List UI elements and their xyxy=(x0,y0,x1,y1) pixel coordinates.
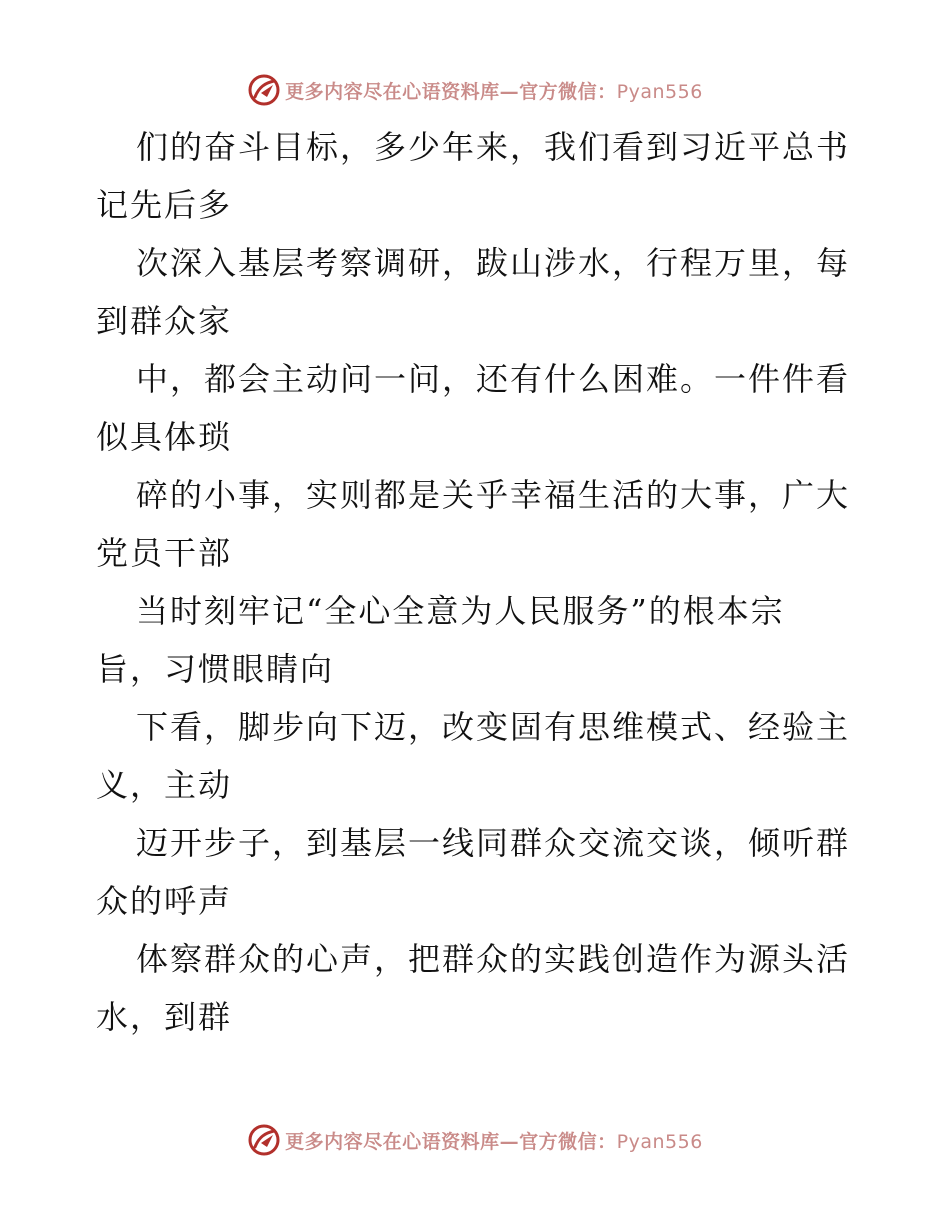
footer-watermark xyxy=(0,1122,950,1158)
text-line: 当时刻牢记“全心全意为人民服务”的根本宗 xyxy=(136,592,785,630)
text-line: 义，主动 xyxy=(96,766,233,804)
logo-icon xyxy=(247,1123,281,1157)
text-line: 下看，脚步向下迈，改变固有思维模式、经验主 xyxy=(136,708,851,746)
text-line: 碎的小事，实则都是关乎幸福生活的大事，广大 xyxy=(136,476,851,514)
text-line: 似具体琐 xyxy=(96,418,233,456)
text-line: 众的呼声 xyxy=(96,882,233,920)
text-line: 次深入基层考察调研，跋山涉水，行程万里，每 xyxy=(136,244,851,282)
text-line: 中，都会主动问一问，还有什么困难。一件件看 xyxy=(136,360,851,398)
text-line: 党员干部 xyxy=(96,534,233,572)
text-line: 记先后多 xyxy=(96,186,233,224)
logo-icon xyxy=(247,73,281,107)
text-line: 旨，习惯眼睛向 xyxy=(96,650,335,688)
text-line: 到群众家 xyxy=(96,302,233,340)
text-line: 水，到群 xyxy=(96,998,233,1036)
watermark-text: 更多内容尽在心语资料库—官方微信：Pyan556 xyxy=(285,1130,703,1153)
header-watermark xyxy=(0,72,950,108)
document-body xyxy=(96,118,856,1046)
watermark-text: 更多内容尽在心语资料库—官方微信：Pyan556 xyxy=(285,80,703,103)
text-line: 体察群众的心声，把群众的实践创造作为源头活 xyxy=(136,940,851,978)
text-line: 迈开步子，到基层一线同群众交流交谈，倾听群 xyxy=(136,824,851,862)
text-line: 们的奋斗目标，多少年来，我们看到习近平总书 xyxy=(136,128,851,166)
